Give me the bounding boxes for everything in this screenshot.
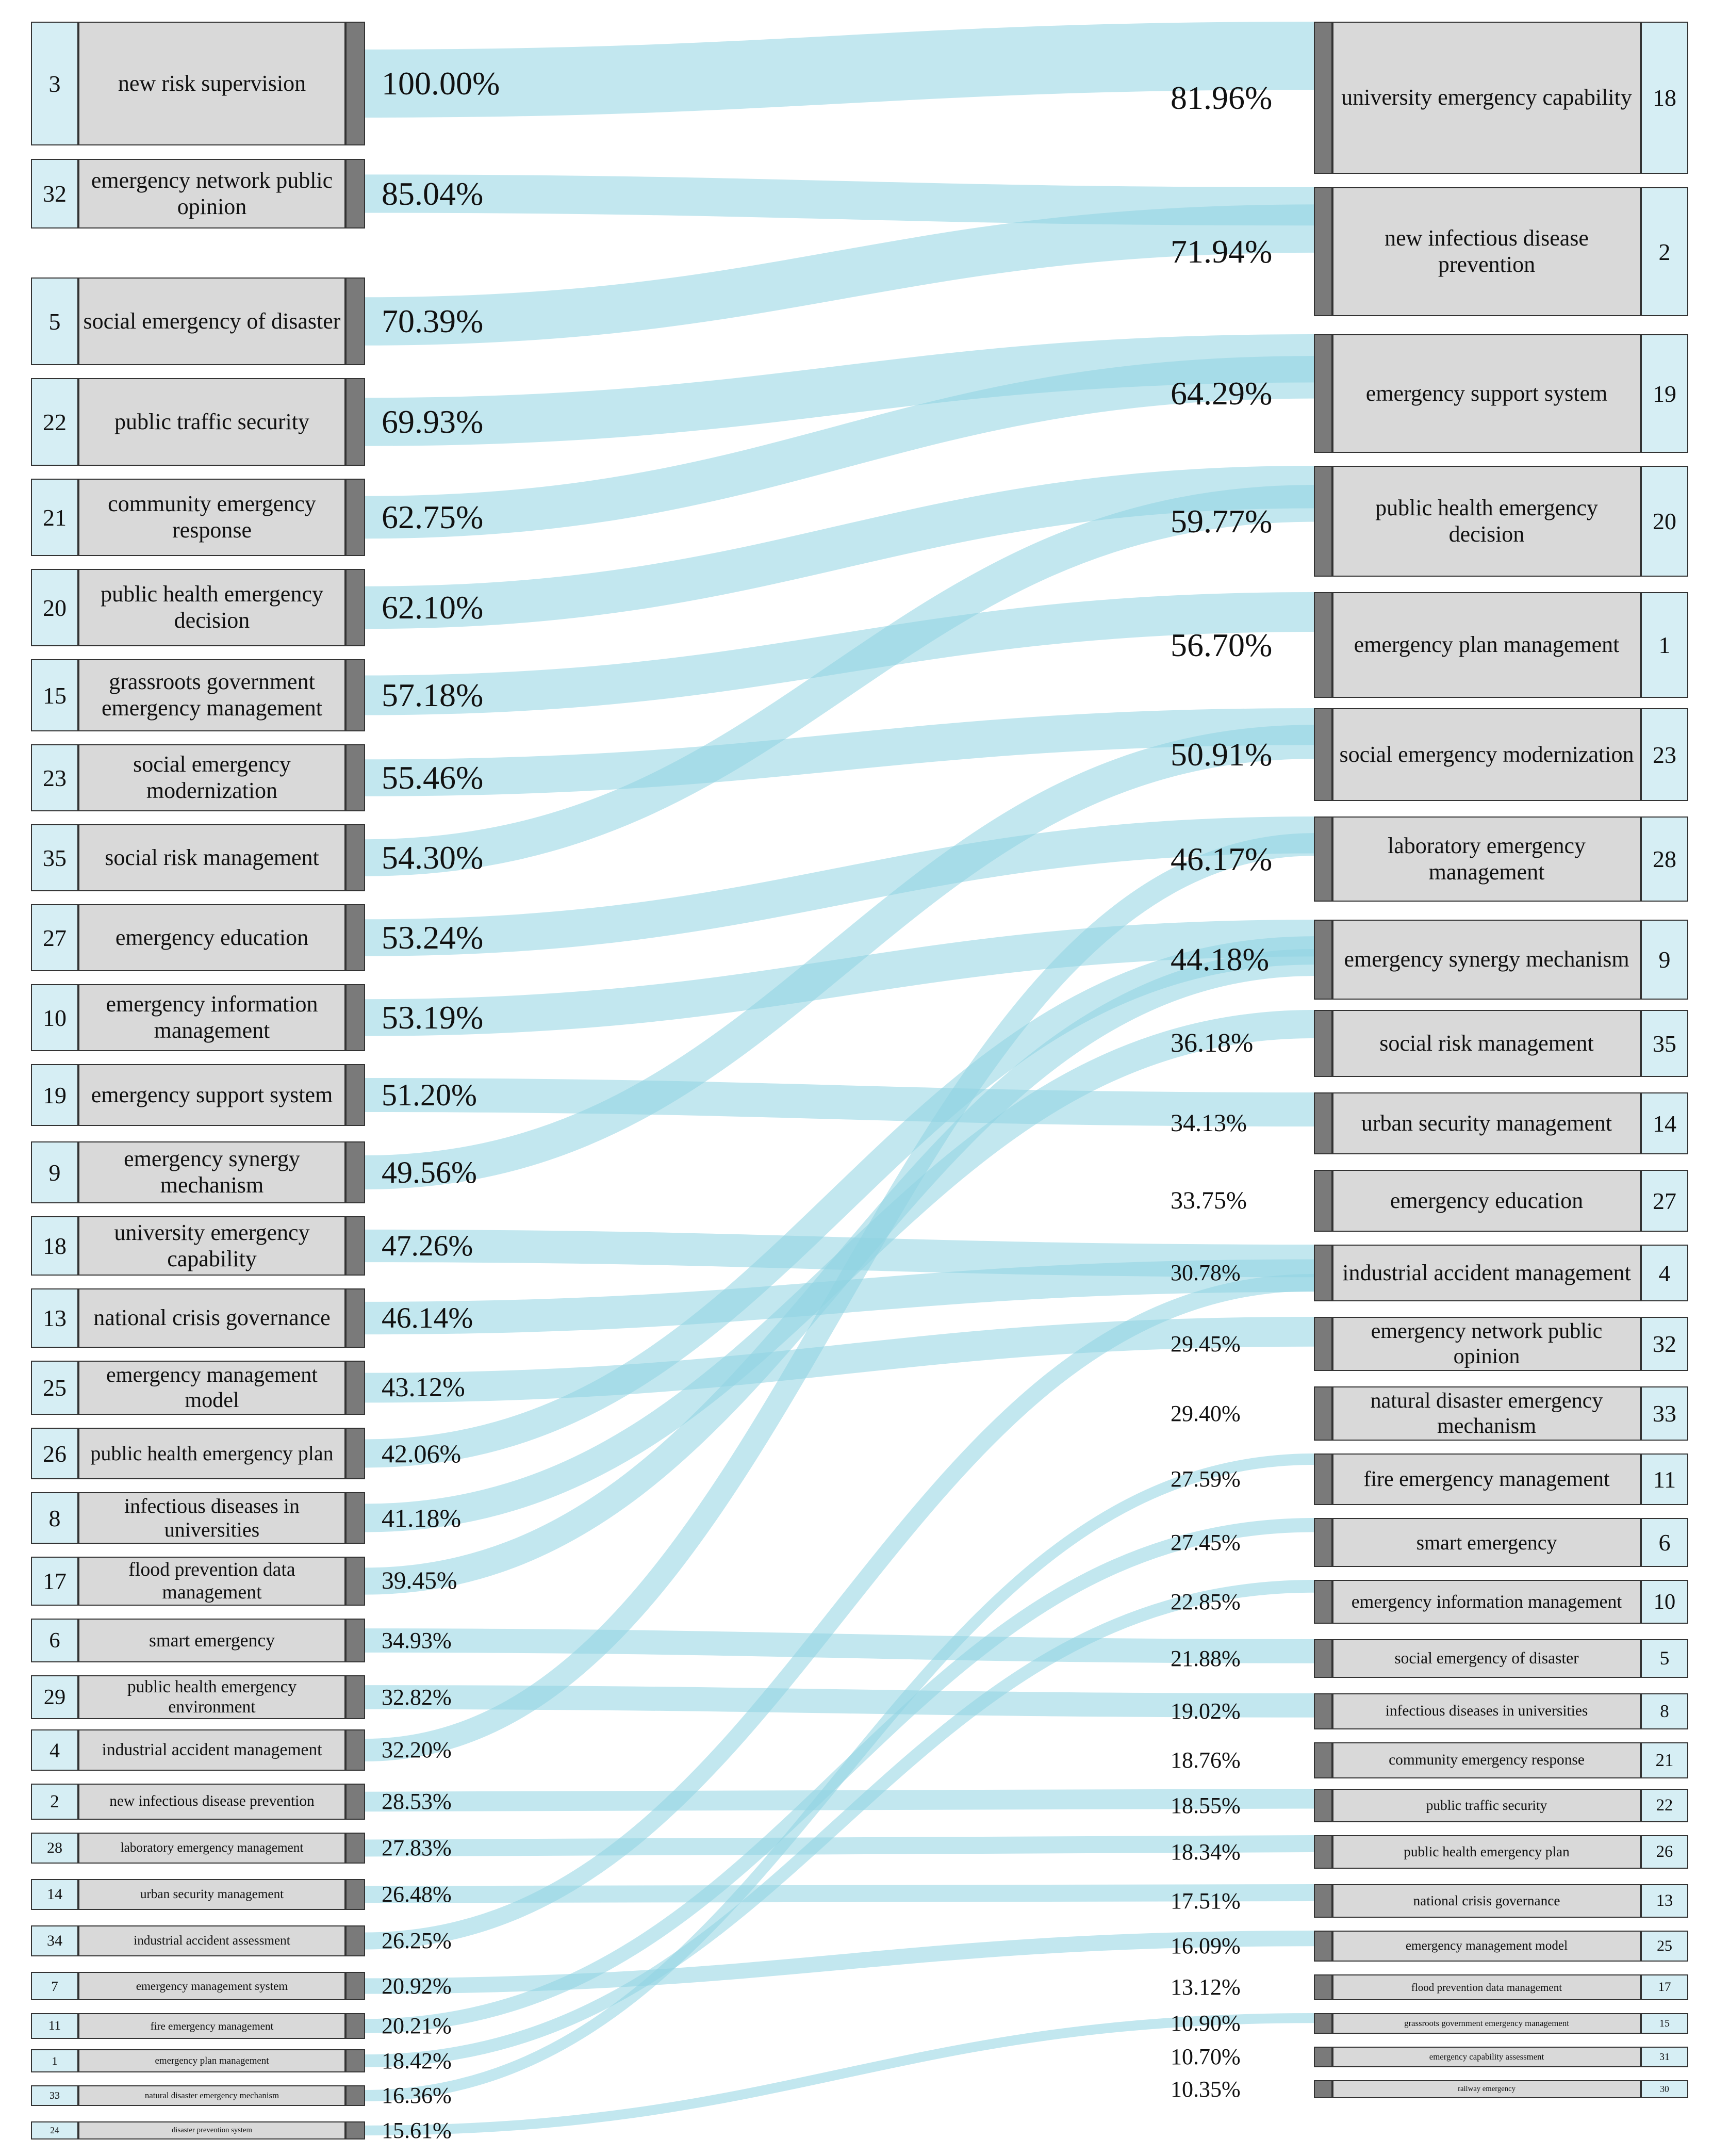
node-id: 8: [31, 1492, 78, 1544]
node-percentage: 21.88%: [1171, 1645, 1241, 1671]
node-label: community emergency response: [78, 479, 345, 556]
node-bar: [345, 1675, 365, 1719]
node-bar: [1314, 1789, 1332, 1822]
node-percentage: 71.94%: [1171, 233, 1273, 270]
node-percentage: 34.93%: [382, 1627, 452, 1653]
node-percentage: 27.45%: [1171, 1529, 1241, 1555]
node-label: natural disaster emergency mechanism: [78, 2085, 345, 2106]
node-percentage: 29.45%: [1171, 1331, 1241, 1357]
node-label: social emergency of disaster: [1332, 1639, 1641, 1678]
node-bar: [1314, 22, 1332, 174]
node-id: 18: [31, 1216, 78, 1276]
node-id: 14: [31, 1879, 78, 1910]
node-bar: [345, 1064, 365, 1126]
node-percentage: 10.35%: [1171, 2076, 1241, 2102]
node-id: 35: [31, 824, 78, 891]
node-bar: [1314, 1386, 1332, 1441]
node-label: smart emergency: [1332, 1518, 1641, 1567]
node-label: industrial accident management: [78, 1729, 345, 1771]
node-percentage: 49.56%: [382, 1155, 477, 1189]
node-percentage: 18.42%: [382, 2048, 452, 2073]
node-id: 33: [1641, 1386, 1688, 1441]
node-label: social risk management: [1332, 1010, 1641, 1077]
node-bar: [1314, 2013, 1332, 2034]
node-bar: [345, 2085, 365, 2106]
node-label: social risk management: [78, 824, 345, 891]
node-bar: [345, 2013, 365, 2039]
node-bar: [1314, 1639, 1332, 1678]
node-label: urban security management: [1332, 1092, 1641, 1154]
node-percentage: 10.70%: [1171, 2044, 1241, 2069]
node-bar: [345, 159, 365, 228]
node-percentage: 15.61%: [382, 2117, 452, 2143]
node-label: emergency capability assessment: [1332, 2047, 1641, 2067]
node-bar: [1314, 708, 1332, 801]
node-label: urban security management: [78, 1879, 345, 1910]
node-label: public health emergency decision: [78, 569, 345, 646]
node-bar: [345, 744, 365, 811]
node-id: 26: [1641, 1835, 1688, 1869]
node-id: 4: [1641, 1245, 1688, 1301]
node-id: 2: [1641, 187, 1688, 316]
node-id: 27: [31, 904, 78, 971]
node-id: 24: [31, 2121, 78, 2139]
node-id: 10: [1641, 1580, 1688, 1624]
node-id: 33: [31, 2085, 78, 2106]
node-percentage: 53.19%: [382, 999, 484, 1036]
node-percentage: 17.51%: [1171, 1888, 1241, 1914]
node-id: 21: [31, 479, 78, 556]
node-percentage: 30.78%: [1171, 1260, 1241, 1285]
node-percentage: 81.96%: [1171, 79, 1273, 116]
node-bar: [345, 904, 365, 971]
node-bar: [1314, 1518, 1332, 1567]
node-label: emergency synergy mechanism: [78, 1141, 345, 1203]
node-bar: [1314, 187, 1332, 316]
node-bar: [345, 1879, 365, 1910]
node-bar: [1314, 334, 1332, 453]
node-id: 8: [1641, 1693, 1688, 1729]
node-label: laboratory emergency management: [78, 1833, 345, 1864]
node-id: 32: [1641, 1317, 1688, 1371]
node-label: emergency network public opinion: [1332, 1317, 1641, 1371]
node-id: 28: [31, 1833, 78, 1864]
node-label: laboratory emergency management: [1332, 816, 1641, 902]
node-id: 15: [31, 659, 78, 731]
node-percentage: 29.40%: [1171, 1400, 1241, 1426]
node-id: 22: [1641, 1789, 1688, 1822]
node-bar: [1314, 2047, 1332, 2067]
node-id: 13: [1641, 1884, 1688, 1918]
node-label: emergency education: [1332, 1170, 1641, 1232]
node-bar: [1314, 1453, 1332, 1505]
node-bar: [1314, 1742, 1332, 1778]
node-bar: [345, 378, 365, 466]
node-label: new infectious disease prevention: [78, 1784, 345, 1820]
node-bar: [1314, 920, 1332, 1000]
node-bar: [1314, 1580, 1332, 1624]
node-label: public traffic security: [78, 378, 345, 466]
node-id: 17: [31, 1557, 78, 1606]
node-label: emergency network public opinion: [78, 159, 345, 228]
node-percentage: 43.12%: [382, 1373, 465, 1403]
node-id: 23: [31, 744, 78, 811]
node-id: 22: [31, 378, 78, 466]
node-percentage: 85.04%: [382, 175, 484, 212]
node-percentage: 70.39%: [382, 303, 484, 339]
node-label: disaster prevention system: [78, 2121, 345, 2139]
node-label: industrial accident assessment: [78, 1925, 345, 1956]
node-id: 34: [31, 1925, 78, 1956]
node-id: 1: [1641, 592, 1688, 698]
node-label: emergency education: [78, 904, 345, 971]
node-id: 18: [1641, 22, 1688, 174]
node-id: 13: [31, 1288, 78, 1348]
node-bar: [345, 1141, 365, 1203]
node-percentage: 42.06%: [382, 1439, 462, 1468]
node-id: 29: [31, 1675, 78, 1719]
node-percentage: 46.14%: [382, 1301, 473, 1334]
node-id: 4: [31, 1729, 78, 1771]
node-label: public health emergency plan: [78, 1428, 345, 1479]
node-percentage: 62.75%: [382, 499, 484, 535]
node-percentage: 13.12%: [1171, 1974, 1241, 2000]
node-id: 9: [1641, 920, 1688, 1000]
node-percentage: 19.02%: [1171, 1698, 1241, 1724]
node-id: 2: [31, 1784, 78, 1820]
node-percentage: 64.29%: [1171, 375, 1273, 412]
node-id: 23: [1641, 708, 1688, 801]
node-label: social emergency modernization: [78, 744, 345, 811]
node-label: new infectious disease prevention: [1332, 187, 1641, 316]
node-label: emergency plan management: [78, 2049, 345, 2072]
node-label: flood prevention data management: [78, 1557, 345, 1606]
node-id: 7: [31, 1972, 78, 2000]
node-percentage: 34.13%: [1171, 1109, 1247, 1137]
node-percentage: 20.92%: [382, 1973, 452, 1999]
node-percentage: 26.25%: [382, 1928, 452, 1953]
node-bar: [345, 1925, 365, 1956]
node-id: 5: [1641, 1639, 1688, 1678]
node-bar: [345, 479, 365, 556]
node-label: infectious diseases in universities: [1332, 1693, 1641, 1729]
node-percentage: 28.53%: [382, 1789, 452, 1814]
node-id: 27: [1641, 1170, 1688, 1232]
node-bar: [1314, 592, 1332, 698]
node-label: public health emergency decision: [1332, 466, 1641, 577]
node-id: 11: [31, 2013, 78, 2039]
node-label: infectious diseases in universities: [78, 1492, 345, 1544]
node-label: emergency management model: [78, 1361, 345, 1415]
node-bar: [345, 1972, 365, 2000]
node-id: 17: [1641, 1974, 1688, 2000]
node-bar: [345, 1428, 365, 1479]
node-label: public health emergency plan: [1332, 1835, 1641, 1869]
node-percentage: 10.90%: [1171, 2011, 1241, 2036]
node-percentage: 59.77%: [1171, 502, 1273, 540]
node-percentage: 18.76%: [1171, 1747, 1241, 1773]
node-label: university emergency capability: [78, 1216, 345, 1276]
node-bar: [1314, 1835, 1332, 1869]
node-label: emergency information management: [78, 984, 345, 1051]
node-bar: [1314, 1974, 1332, 2000]
node-percentage: 69.93%: [382, 403, 484, 440]
node-id: 28: [1641, 816, 1688, 902]
node-id: 6: [1641, 1518, 1688, 1567]
node-percentage: 62.10%: [382, 589, 484, 626]
node-percentage: 57.18%: [382, 677, 484, 713]
node-id: 1: [31, 2049, 78, 2072]
node-id: 15: [1641, 2013, 1688, 2034]
node-label: social emergency modernization: [1332, 708, 1641, 801]
node-id: 21: [1641, 1742, 1688, 1778]
node-label: smart emergency: [78, 1619, 345, 1662]
node-id: 31: [1641, 2047, 1688, 2067]
node-label: railway emergency: [1332, 2080, 1641, 2098]
node-id: 25: [31, 1361, 78, 1415]
node-label: grassroots government emergency management: [78, 659, 345, 731]
node-bar: [345, 1557, 365, 1606]
node-id: 3: [31, 22, 78, 145]
node-percentage: 41.18%: [382, 1504, 462, 1532]
node-bar: [1314, 1245, 1332, 1301]
node-bar: [1314, 1010, 1332, 1077]
node-percentage: 32.20%: [382, 1737, 452, 1762]
node-bar: [345, 1492, 365, 1544]
node-bar: [345, 2121, 365, 2139]
node-bar: [345, 1833, 365, 1864]
node-id: 20: [1641, 466, 1688, 577]
node-label: emergency management model: [1332, 1931, 1641, 1962]
node-bar: [1314, 1092, 1332, 1154]
node-bar: [345, 1288, 365, 1348]
node-bar: [1314, 1170, 1332, 1232]
node-bar: [345, 2049, 365, 2072]
node-id: 9: [31, 1141, 78, 1203]
node-id: 14: [1641, 1092, 1688, 1154]
node-bar: [345, 659, 365, 731]
flow-link: [365, 1095, 1314, 1109]
flow-link: [365, 194, 1314, 207]
node-id: 25: [1641, 1931, 1688, 1962]
node-percentage: 39.45%: [382, 1567, 457, 1594]
node-percentage: 53.24%: [382, 919, 484, 956]
node-label: emergency plan management: [1332, 592, 1641, 698]
node-percentage: 51.20%: [382, 1078, 477, 1112]
node-bar: [345, 1784, 365, 1820]
node-label: flood prevention data management: [1332, 1974, 1641, 2000]
node-id: 10: [31, 984, 78, 1051]
node-percentage: 16.36%: [382, 2083, 452, 2108]
node-bar: [1314, 2080, 1332, 2098]
node-bar: [1314, 466, 1332, 577]
node-id: 19: [1641, 334, 1688, 453]
node-id: 26: [31, 1428, 78, 1479]
node-bar: [1314, 1931, 1332, 1962]
node-percentage: 18.34%: [1171, 1839, 1241, 1865]
node-percentage: 100.00%: [382, 65, 500, 102]
node-percentage: 54.30%: [382, 839, 484, 876]
node-bar: [1314, 1317, 1332, 1371]
node-label: emergency support system: [78, 1064, 345, 1126]
node-label: public health emergency environment: [78, 1675, 345, 1719]
node-bar: [345, 1729, 365, 1771]
node-bar: [345, 1361, 365, 1415]
node-bar: [345, 569, 365, 646]
node-label: community emergency response: [1332, 1742, 1641, 1778]
node-bar: [345, 984, 365, 1051]
node-id: 20: [31, 569, 78, 646]
node-label: social emergency of disaster: [78, 277, 345, 365]
node-id: 11: [1641, 1453, 1688, 1505]
node-percentage: 50.91%: [1171, 736, 1273, 773]
node-percentage: 18.55%: [1171, 1792, 1241, 1818]
node-bar: [345, 22, 365, 145]
node-percentage: 27.83%: [382, 1835, 452, 1860]
node-id: 30: [1641, 2080, 1688, 2098]
node-bar: [1314, 1693, 1332, 1729]
node-label: public traffic security: [1332, 1789, 1641, 1822]
node-bar: [345, 1619, 365, 1662]
node-label: industrial accident management: [1332, 1245, 1641, 1301]
node-percentage: 36.18%: [1171, 1028, 1254, 1058]
node-bar: [345, 277, 365, 365]
node-percentage: 16.09%: [1171, 1933, 1241, 1958]
node-label: university emergency capability: [1332, 22, 1641, 174]
node-percentage: 20.21%: [382, 2013, 452, 2038]
node-percentage: 32.82%: [382, 1684, 452, 1710]
node-id: 19: [31, 1064, 78, 1126]
node-label: grassroots government emergency management: [1332, 2013, 1641, 2034]
node-percentage: 55.46%: [382, 759, 484, 796]
node-label: emergency support system: [1332, 334, 1641, 453]
node-label: fire emergency management: [1332, 1453, 1641, 1505]
node-percentage: 56.70%: [1171, 626, 1273, 663]
node-label: emergency synergy mechanism: [1332, 920, 1641, 1000]
node-percentage: 33.75%: [1171, 1187, 1247, 1214]
node-label: natural disaster emergency mechanism: [1332, 1386, 1641, 1441]
node-percentage: 26.48%: [382, 1882, 452, 1907]
node-bar: [1314, 1884, 1332, 1918]
node-id: 6: [31, 1619, 78, 1662]
node-label: emergency information management: [1332, 1580, 1641, 1624]
node-id: 35: [1641, 1010, 1688, 1077]
node-label: emergency management system: [78, 1972, 345, 2000]
node-bar: [1314, 816, 1332, 902]
node-bar: [345, 1216, 365, 1276]
node-label: national crisis governance: [78, 1288, 345, 1348]
node-bar: [345, 824, 365, 891]
node-percentage: 46.17%: [1171, 840, 1273, 877]
node-label: new risk supervision: [78, 22, 345, 145]
node-percentage: 27.59%: [1171, 1466, 1241, 1492]
node-label: fire emergency management: [78, 2013, 345, 2039]
node-percentage: 44.18%: [1171, 942, 1270, 977]
node-id: 32: [31, 159, 78, 228]
node-percentage: 47.26%: [382, 1229, 473, 1262]
node-label: national crisis governance: [1332, 1884, 1641, 1918]
node-percentage: 22.85%: [1171, 1589, 1241, 1614]
node-id: 5: [31, 277, 78, 365]
